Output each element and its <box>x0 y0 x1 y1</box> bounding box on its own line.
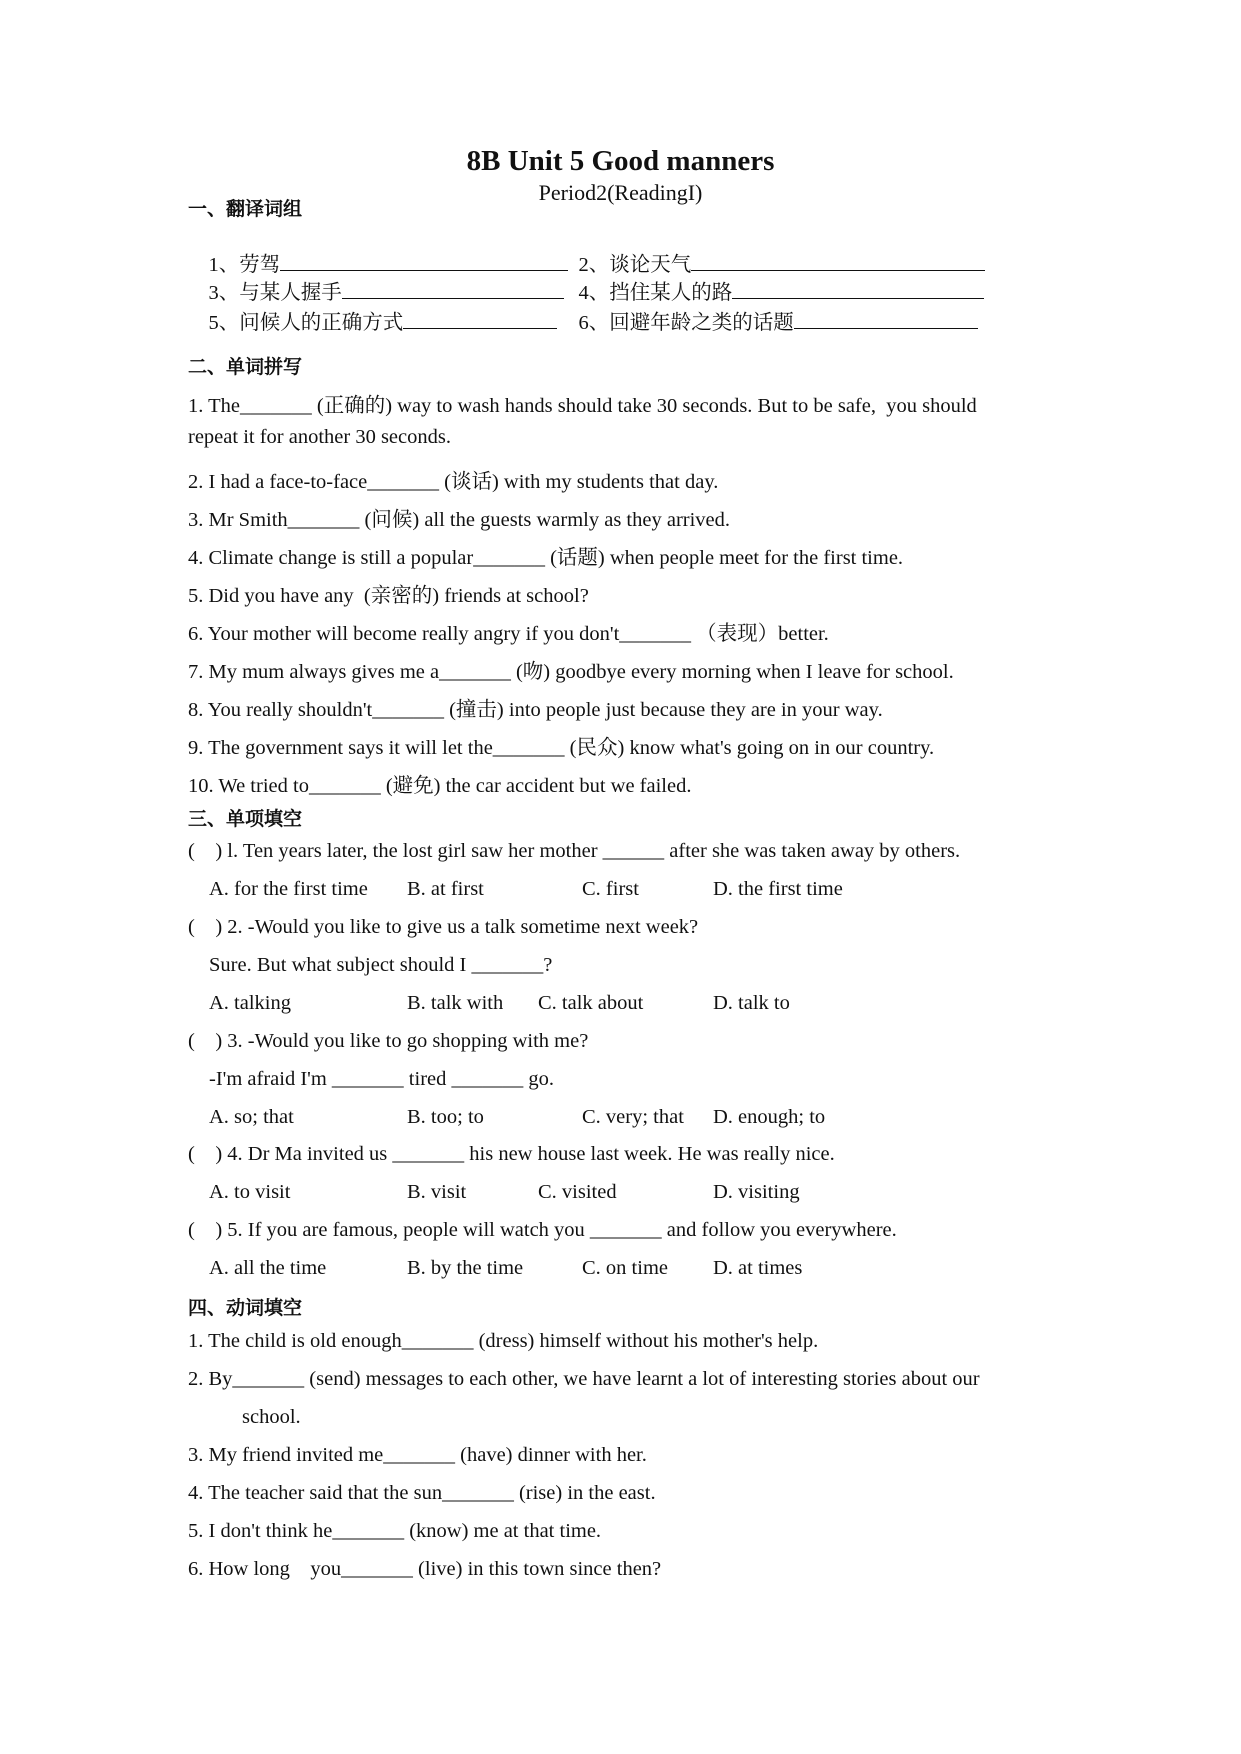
option-d: D. the first time <box>713 878 843 900</box>
answer-blank[interactable] <box>403 310 557 329</box>
verb-line: 3. My friend invited me_______ (have) dinner with her. <box>188 1444 647 1466</box>
translate-label-3: 3、与某人握手 <box>208 282 342 304</box>
spelling-line: 8. You really shouldn't_______ (撞击) into people just because they are in your way. <box>188 699 883 721</box>
question-stem: ( ) 4. Dr Ma invited us _______ his new house last week. He was really nice. <box>188 1143 835 1165</box>
page-title: 8B Unit 5 Good manners <box>466 145 775 177</box>
question-stem: ( ) l. Ten years later, the lost girl saw her mother ______ after she was taken away by others. <box>188 840 961 862</box>
option-a: A. to visit <box>209 1181 291 1203</box>
option-d: D. enough; to <box>713 1106 826 1128</box>
verb-line: 5. I don't think he_______ (know) me at that time. <box>188 1520 602 1542</box>
option-a: A. all the time <box>209 1257 327 1279</box>
translate-item-6 <box>558 282 978 358</box>
page-subtitle: Period2(ReadingI) <box>538 180 703 205</box>
spelling-line: repeat it for another 30 seconds. <box>188 426 451 448</box>
option-c: C. talk about <box>538 992 644 1014</box>
translate-item-5 <box>188 282 557 358</box>
translate-label-1: 1、劳驾 <box>208 254 281 276</box>
translate-label-2: 2、谈论天气 <box>578 254 692 276</box>
verb-line: 6. How long you_______ (live) in this town since then? <box>188 1558 662 1580</box>
option-d: D. at times <box>713 1257 803 1279</box>
question-stem: ( ) 5. If you are famous, people will watch you _______ and follow you everywhere. <box>188 1219 897 1241</box>
option-c: C. first <box>582 878 639 900</box>
option-c: C. visited <box>538 1181 617 1203</box>
spelling-line: 2. I had a face-to-face_______ (谈话) with my students that day. <box>188 471 719 493</box>
spelling-line: 5. Did you have any (亲密的) friends at school? <box>188 585 589 607</box>
spelling-line: 10. We tried to_______ (避免) the car accident but we failed. <box>188 775 692 797</box>
question-stem-continuation: Sure. But what subject should I _______? <box>209 954 553 976</box>
spelling-line: 3. Mr Smith_______ (问候) all the guests warmly as they arrived. <box>188 509 731 531</box>
translate-label-6: 6、回避年龄之类的话题 <box>578 312 794 334</box>
question-stem: ( ) 3. -Would you like to go shopping with me? <box>188 1030 589 1052</box>
option-a: A. talking <box>209 992 291 1014</box>
section-heading-multiple-choice: 三、单项填空 <box>188 808 303 830</box>
spelling-line: 7. My mum always gives me a_______ (吻) goodbye every morning when I leave for school. <box>188 661 954 683</box>
section-heading-translate: 一、翻译词组 <box>188 198 303 220</box>
verb-line: school. <box>242 1406 301 1428</box>
option-d: D. talk to <box>713 992 790 1014</box>
option-a: A. for the first time <box>209 878 368 900</box>
option-d: D. visiting <box>713 1181 800 1203</box>
question-stem-continuation: -I'm afraid I'm _______ tired _______ go. <box>209 1068 554 1090</box>
section-heading-spelling: 二、单词拼写 <box>188 356 303 378</box>
option-b: B. at first <box>407 878 484 900</box>
spelling-line: 6. Your mother will become really angry if you don't_______ （表现）better. <box>188 623 829 645</box>
verb-line: 2. By_______ (send) messages to each other, we have learnt a lot of interesting stories about our <box>188 1368 980 1390</box>
section-heading-verb-fill: 四、动词填空 <box>188 1297 303 1319</box>
question-stem: ( ) 2. -Would you like to give us a talk sometime next week? <box>188 916 699 938</box>
option-b: B. too; to <box>407 1106 484 1128</box>
option-b: B. by the time <box>407 1257 524 1279</box>
spelling-line: 4. Climate change is still a popular_______ (话题) when people meet for the first time. <box>188 547 904 569</box>
translate-label-5: 5、问候人的正确方式 <box>208 312 404 334</box>
option-b: B. visit <box>407 1181 467 1203</box>
verb-line: 1. The child is old enough_______ (dress) himself without his mother's help. <box>188 1330 819 1352</box>
spelling-line: 1. The_______ (正确的) way to wash hands should take 30 seconds. But to be safe, you should <box>188 395 977 417</box>
answer-blank[interactable] <box>794 310 978 329</box>
spelling-line: 9. The government says it will let the_______ (民众) know what's going on in our country. <box>188 737 935 759</box>
translate-label-4: 4、挡住某人的路 <box>578 282 733 304</box>
verb-line: 4. The teacher said that the sun_______ (rise) in the east. <box>188 1482 656 1504</box>
option-c: C. on time <box>582 1257 668 1279</box>
option-a: A. so; that <box>209 1106 294 1128</box>
option-b: B. talk with <box>407 992 504 1014</box>
option-c: C. very; that <box>582 1106 684 1128</box>
